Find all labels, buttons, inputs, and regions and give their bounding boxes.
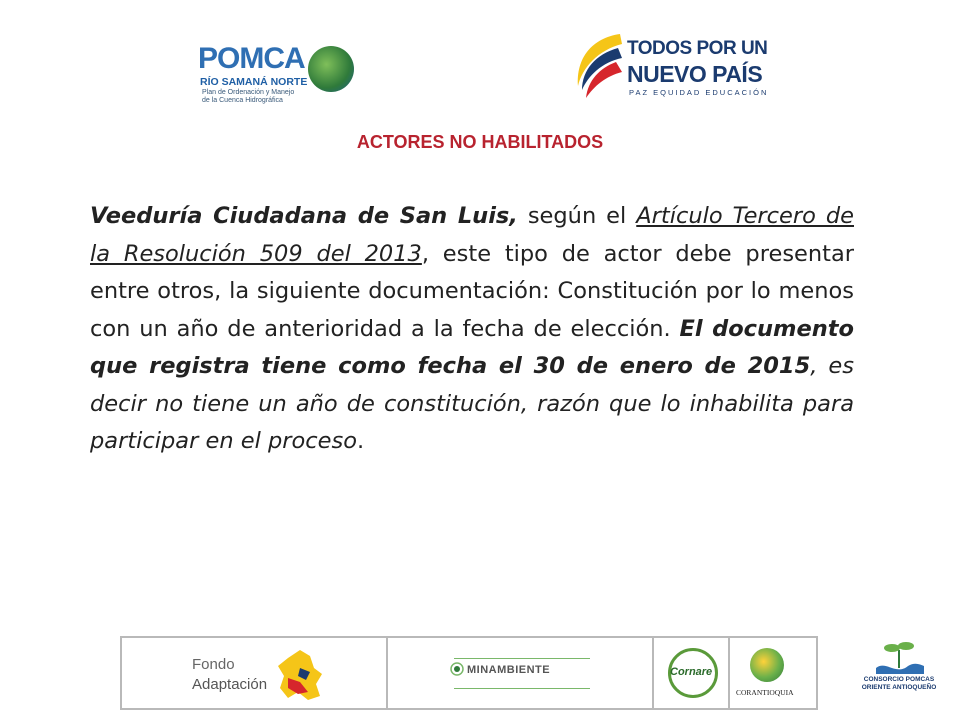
divider — [386, 638, 388, 708]
legal-reference: Artículo Tercero de la Resolución 509 del 2013 — [90, 203, 854, 267]
pomca-subtitle: RÍO SAMANÁ NORTE — [200, 76, 308, 88]
consorcio-logo — [858, 636, 940, 716]
gov-logo-tagline: PAZ EQUIDAD EDUCACIÓN — [629, 88, 769, 97]
adaptacion-label: Adaptación — [192, 676, 268, 693]
body-text-2: , este tipo de actor debe presentar entre otros, la siguiente documentación: — [90, 240, 854, 304]
body-text-3: Constitución por lo menos con un año de anterioridad a la fecha de elección. — [90, 278, 854, 342]
pomca-title: POMCA — [198, 42, 305, 75]
fondo-label: Fondo — [192, 656, 235, 673]
corantioquia-label: CORANTIOQUIA — [736, 688, 794, 697]
consorcio-label: CONSORCIO POMCAS ORIENTE ANTIOQUEÑO — [861, 676, 937, 691]
body-text-4: , es decir no tiene un año de constitución, razón que lo inhabilita para participar en el proceso — [90, 353, 854, 454]
heading-text: ACTORES NO HABILITADOS — [356, 132, 604, 152]
corantioquia-icon — [750, 648, 784, 682]
colombia-map-icon — [270, 648, 330, 703]
pomca-logo — [190, 40, 365, 110]
pomca-tagline — [202, 89, 294, 105]
partner-logos-bar — [120, 636, 818, 710]
colombia-swoosh-icon — [572, 28, 628, 108]
todos-por-un-nuevo-pais-logo — [572, 28, 769, 108]
body-paragraph — [90, 198, 854, 461]
plant-wave-icon — [872, 638, 926, 678]
gov-logo-line-2: NUEVO PAÍS — [627, 61, 763, 87]
body-text-1: según el — [517, 203, 637, 229]
cornare-label: Cornare — [670, 666, 713, 678]
colombia-shield-icon — [450, 662, 464, 676]
pomca-tagline-2: de la Cuenca Hidrográfica — [202, 97, 283, 104]
entity-name: Veeduría Ciudadana de San Luis, — [90, 203, 518, 229]
pomca-globe-icon — [308, 46, 354, 92]
minambiente-label: MINAMBIENTE — [467, 664, 551, 676]
divider — [454, 658, 590, 659]
divider — [454, 688, 590, 689]
body-text-5: . — [357, 428, 365, 454]
divider — [652, 638, 654, 708]
emphasis-text: El documento que registra tiene como fecha el 30 de enero de 2015 — [90, 315, 854, 379]
pomca-tagline-1: Plan de Ordenación y Manejo — [202, 89, 295, 96]
divider — [728, 638, 730, 708]
slide-heading — [0, 132, 960, 153]
gov-logo-line-1: TODOS POR UN — [627, 38, 768, 59]
